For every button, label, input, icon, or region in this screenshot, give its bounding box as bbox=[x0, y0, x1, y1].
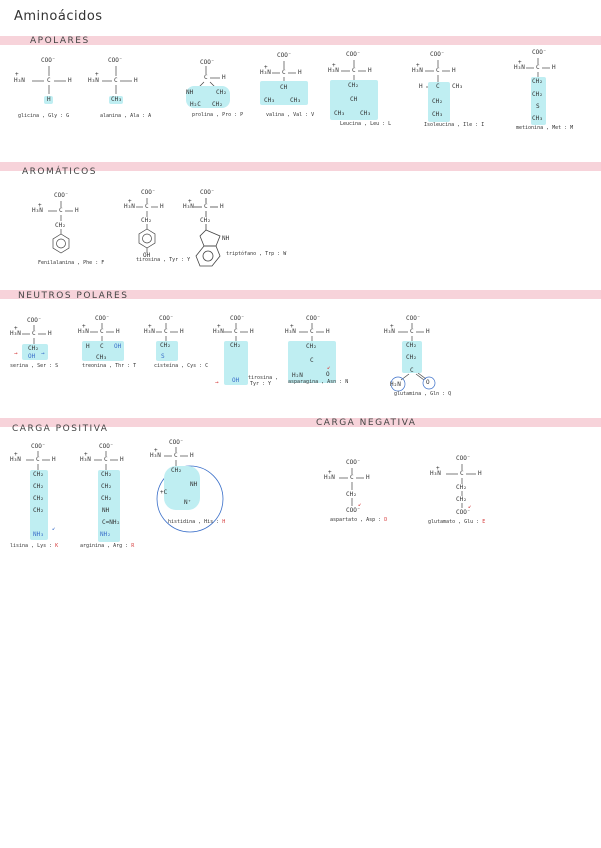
label-h: H bbox=[452, 67, 456, 74]
label-ch2: CH₂ bbox=[55, 222, 66, 229]
label-ch2: CH₂ bbox=[230, 342, 241, 349]
section-title-carga-positiva: CARGA POSITIVA bbox=[12, 424, 109, 434]
label-h: H bbox=[250, 328, 254, 335]
label-nh2: NH₂ bbox=[100, 531, 111, 538]
label-coo: COO⁻ bbox=[306, 315, 321, 322]
caption-leucine: Leucina , Leu : L bbox=[340, 121, 392, 127]
bonds bbox=[322, 460, 402, 546]
page-title: Aminoácidos bbox=[14, 9, 103, 24]
label-plus: + bbox=[188, 198, 192, 205]
caption-arginine bbox=[80, 544, 134, 549]
label-nh: NH bbox=[222, 235, 230, 242]
arrow-icon: ↙ bbox=[327, 364, 331, 371]
molecule-glutamine bbox=[384, 316, 484, 406]
label-h3n: H₃N bbox=[260, 69, 271, 76]
label-h: H bbox=[48, 330, 52, 337]
label-h: H bbox=[368, 67, 372, 74]
label-c: C bbox=[36, 456, 40, 463]
caption-tyrosine-aromatic: tirosina , Tyr : Y bbox=[136, 257, 191, 263]
caption-histidine-code: H bbox=[222, 519, 226, 525]
label-h: H bbox=[86, 343, 90, 350]
caption-glycine: glicina , Gly : G bbox=[18, 113, 70, 119]
label-c: C bbox=[352, 67, 356, 74]
label-coo: COO⁻ bbox=[200, 189, 215, 196]
label-ch2: CH₂ bbox=[406, 354, 417, 361]
label-h3n: H₃N bbox=[124, 203, 135, 210]
label-ch2: CH₂ bbox=[212, 101, 223, 108]
label-ch2: CH₂ bbox=[33, 471, 44, 478]
label-h: H bbox=[298, 69, 302, 76]
label-c: C bbox=[310, 357, 314, 364]
label-plus: + bbox=[154, 447, 158, 454]
label-h: H bbox=[220, 203, 224, 210]
arrow-icon: ↙ bbox=[358, 501, 362, 508]
molecule-histidine bbox=[150, 440, 232, 536]
label-ch2: CH₂ bbox=[33, 483, 44, 490]
label-ch2: CH₂ bbox=[348, 82, 359, 89]
label-h3n: H₃N bbox=[144, 328, 155, 335]
label-o: O bbox=[326, 371, 330, 378]
label-ch2: CH₂ bbox=[28, 345, 39, 352]
label-oh: OH bbox=[28, 353, 36, 360]
label-coo: COO⁻ bbox=[346, 459, 361, 466]
side-chain-highlight bbox=[30, 470, 48, 540]
label-ch3: CH₃ bbox=[452, 83, 463, 90]
label-plus: + bbox=[390, 323, 394, 330]
section-band-apolares bbox=[0, 36, 601, 45]
label-h: H bbox=[326, 328, 330, 335]
molecule-threonine bbox=[76, 316, 146, 376]
molecule-serine bbox=[8, 318, 74, 378]
caption-histidine-text: histidina , His : bbox=[168, 519, 223, 525]
label-h2n: H₂N bbox=[292, 372, 303, 379]
caption-methionine: metionina , Met : M bbox=[516, 125, 574, 131]
label-o: O bbox=[426, 379, 430, 386]
label-coo: COO⁻ bbox=[406, 315, 421, 322]
label-h: H bbox=[116, 328, 120, 335]
caption-tyrosine-polar-1: tirosina , bbox=[248, 375, 279, 381]
label-coo: COO⁻ bbox=[108, 57, 123, 64]
caption-lysine bbox=[10, 544, 58, 549]
label-ch2: CH₂ bbox=[456, 496, 467, 503]
label-c: C bbox=[32, 330, 36, 337]
caption-lysine-text: lisina , Lys : bbox=[10, 543, 56, 549]
label-plus: + bbox=[328, 469, 332, 476]
label-h: H bbox=[47, 96, 51, 103]
label-ch2: CH₂ bbox=[306, 343, 317, 350]
label-plus: + bbox=[95, 71, 99, 78]
label-h2n: H₂N bbox=[390, 381, 401, 388]
molecule-tyrosine-aromatic bbox=[124, 190, 190, 270]
label-ch2: CH₂ bbox=[432, 98, 443, 105]
molecule-aspartate bbox=[322, 460, 402, 546]
label-plus: + bbox=[518, 59, 522, 66]
label-plus: + bbox=[148, 323, 152, 330]
label-plus: + bbox=[332, 62, 336, 69]
label-ch3: CH₃ bbox=[290, 97, 301, 104]
label-coo: COO⁻ bbox=[54, 192, 69, 199]
molecule-asparagine bbox=[282, 316, 382, 396]
label-coo: COO⁻ bbox=[277, 52, 292, 59]
label-plus: + bbox=[290, 323, 294, 330]
label-ch3: CH₃ bbox=[264, 97, 275, 104]
label-ch2: CH₂ bbox=[141, 217, 152, 224]
label-c: C bbox=[204, 203, 208, 210]
label-h: H bbox=[426, 328, 430, 335]
label-oh: OH bbox=[143, 252, 151, 259]
label-ch2: CH₂ bbox=[101, 495, 112, 502]
label-ch2: CH₂ bbox=[532, 91, 543, 98]
label-plus: + bbox=[14, 325, 18, 332]
label-c: C bbox=[164, 328, 168, 335]
label-plus: + bbox=[217, 323, 221, 330]
label-oh: OH bbox=[232, 377, 240, 384]
caption-histidine bbox=[168, 520, 225, 525]
label-c: C bbox=[204, 74, 208, 81]
label-coo: COO⁻ bbox=[31, 443, 46, 450]
label-c: C bbox=[282, 69, 286, 76]
label-ch3: CH₃ bbox=[532, 115, 543, 122]
label-ch2: CH₂ bbox=[33, 507, 44, 514]
label-coo: COO⁻ bbox=[346, 507, 361, 514]
caption-serine: serina , Ser : S bbox=[10, 363, 59, 369]
label-plus: + bbox=[38, 202, 42, 209]
label-h: H bbox=[222, 74, 226, 81]
label-plus: + bbox=[128, 198, 132, 205]
section-title-aromaticos: AROMÁTICOS bbox=[22, 167, 97, 177]
molecule-alanine bbox=[88, 57, 162, 128]
label-nh: NH bbox=[186, 89, 194, 96]
label-h3n: H₃N bbox=[88, 77, 99, 84]
label-ch2: CH₂ bbox=[346, 491, 357, 498]
label-h: H bbox=[190, 452, 194, 459]
label-ch2: CH₂ bbox=[33, 495, 44, 502]
label-h: H bbox=[552, 64, 556, 71]
label-plus: + bbox=[416, 62, 420, 69]
label-h3n: H₃N bbox=[78, 328, 89, 335]
label-ch3: CH₃ bbox=[96, 354, 107, 361]
caption-alanine: alanina , Ala : A bbox=[100, 113, 152, 119]
molecule-lysine bbox=[8, 444, 80, 556]
label-plus: + bbox=[436, 465, 440, 472]
caption-phenylalanine: Fenilalanina , Phe : F bbox=[38, 260, 105, 266]
label-n-plus: N⁺ bbox=[184, 499, 192, 506]
label-ch2: CH₂ bbox=[406, 342, 417, 349]
caption-valine: valina , Val : V bbox=[266, 112, 315, 118]
label-h: H bbox=[68, 77, 72, 84]
label-ch3: CH₃ bbox=[334, 110, 345, 117]
caption-glutamine: glutamina , Gln : Q bbox=[394, 391, 452, 397]
label-ch2: CH₂ bbox=[171, 467, 182, 474]
label-plus: + bbox=[14, 451, 18, 458]
label-h3n: H₃N bbox=[384, 328, 395, 335]
label-h3n: H₃N bbox=[514, 64, 525, 71]
label-coo: COO⁻ bbox=[99, 443, 114, 450]
label-ch: CH bbox=[350, 96, 358, 103]
label-c: C bbox=[104, 456, 108, 463]
arrow-icon: ↙ bbox=[52, 525, 56, 532]
arrow-icon: → bbox=[41, 350, 45, 357]
label-h3n: H₃N bbox=[412, 67, 423, 74]
label-coo: COO⁻ bbox=[95, 315, 110, 322]
label-coo: COO⁻ bbox=[141, 189, 156, 196]
label-nh: NH bbox=[190, 481, 198, 488]
molecule-glycine bbox=[14, 58, 84, 128]
label-h3n: H₃N bbox=[213, 328, 224, 335]
arrow-icon: ↙ bbox=[468, 503, 472, 510]
molecule-tryptophan bbox=[182, 189, 287, 274]
arrow-icon: → bbox=[14, 350, 18, 357]
label-plus-c: +C bbox=[160, 489, 168, 496]
label-c-eq: C=NH₂ bbox=[102, 519, 121, 526]
label-h3n: H₃N bbox=[10, 330, 21, 337]
caption-arginine-text: arginina , Arg : bbox=[80, 543, 132, 549]
label-h: H bbox=[180, 328, 184, 335]
molecule-valine bbox=[258, 53, 330, 123]
label-c: C bbox=[436, 67, 440, 74]
bonds bbox=[512, 50, 588, 136]
molecule-methionine bbox=[512, 50, 588, 136]
label-coo: COO⁻ bbox=[430, 51, 445, 58]
label-coo: COO⁻ bbox=[41, 57, 56, 64]
label-h: H bbox=[419, 83, 423, 90]
caption-tyrosine-polar-2: Tyr : Y bbox=[250, 381, 272, 387]
label-plus: + bbox=[82, 323, 86, 330]
caption-threonine: treonina , Thr : T bbox=[82, 363, 137, 369]
molecule-tyrosine-polar bbox=[212, 316, 282, 396]
label-h: H bbox=[134, 77, 138, 84]
bonds bbox=[182, 190, 272, 274]
label-coo: COO⁻ bbox=[532, 49, 547, 56]
caption-glutamate bbox=[428, 520, 485, 525]
label-coo: COO⁻ bbox=[200, 59, 215, 66]
molecule-phenylalanine bbox=[30, 193, 114, 273]
label-c: C bbox=[436, 83, 440, 90]
section-title-carga-negativa: CARGA NEGATIVA bbox=[316, 418, 417, 428]
label-h3n: H₃N bbox=[183, 203, 194, 210]
label-ch3: CH₃ bbox=[432, 111, 443, 118]
molecule-isoleucine bbox=[410, 52, 486, 132]
label-coo: COO⁻ bbox=[169, 439, 184, 446]
molecule-leucine bbox=[326, 52, 398, 130]
label-h: H bbox=[75, 207, 79, 214]
label-c: C bbox=[460, 470, 464, 477]
caption-tryptophan: triptófano , Trp : W bbox=[226, 251, 287, 257]
caption-asparagine: asparagina , Asn : N bbox=[288, 379, 349, 385]
label-s: S bbox=[536, 103, 540, 110]
label-ch: CH bbox=[280, 84, 288, 91]
molecule-arginine bbox=[80, 444, 150, 556]
label-coo: COO⁻ bbox=[456, 455, 471, 462]
label-ch2: CH₂ bbox=[200, 217, 211, 224]
label-oh: OH bbox=[114, 343, 122, 350]
label-ch3: CH₃ bbox=[360, 110, 371, 117]
label-ch3: CH₃ bbox=[111, 96, 122, 103]
label-ch2: CH₂ bbox=[456, 484, 467, 491]
label-h: H bbox=[160, 203, 164, 210]
caption-aspartate-text: aspartato , Asp : bbox=[330, 517, 385, 523]
arrow-icon: → bbox=[215, 379, 219, 386]
label-coo: COO⁻ bbox=[27, 317, 42, 324]
label-plus: + bbox=[15, 71, 19, 78]
label-h3n: H₃N bbox=[328, 67, 339, 74]
label-h3n: H₃N bbox=[14, 77, 25, 84]
label-s: S bbox=[161, 353, 165, 360]
label-c: C bbox=[410, 367, 414, 374]
label-c: C bbox=[310, 328, 314, 335]
label-h: H bbox=[478, 470, 482, 477]
label-h: H bbox=[52, 456, 56, 463]
label-h3n: H₃N bbox=[285, 328, 296, 335]
label-c: C bbox=[100, 328, 104, 335]
label-ch2: CH₂ bbox=[101, 471, 112, 478]
label-h3n: H₃N bbox=[430, 470, 441, 477]
section-title-apolares: APOLARES bbox=[30, 36, 90, 46]
label-h3n: H₃N bbox=[150, 452, 161, 459]
caption-proline: prolina , Pro : P bbox=[192, 112, 244, 118]
label-c: C bbox=[100, 343, 104, 350]
label-c: C bbox=[350, 474, 354, 481]
label-ch2: CH₂ bbox=[216, 89, 227, 96]
label-c: C bbox=[47, 77, 51, 84]
label-c: C bbox=[145, 203, 149, 210]
label-h3n: H₃N bbox=[324, 474, 335, 481]
label-plus: + bbox=[84, 451, 88, 458]
label-h: H bbox=[120, 456, 124, 463]
label-c: C bbox=[59, 207, 63, 214]
molecule-cysteine bbox=[146, 316, 212, 376]
label-h3n: H₃N bbox=[80, 456, 91, 463]
caption-aspartate-code: D bbox=[384, 517, 388, 523]
label-h3n: H₃N bbox=[32, 207, 43, 214]
label-coo: COO⁻ bbox=[230, 315, 245, 322]
label-h: H bbox=[366, 474, 370, 481]
molecule-proline bbox=[180, 60, 255, 130]
label-ch2: CH₂ bbox=[160, 342, 171, 349]
caption-glutamate-code: E bbox=[482, 519, 486, 525]
label-nh3: NH₃ bbox=[33, 531, 44, 538]
caption-glutamate-text: glutamato , Glu : bbox=[428, 519, 483, 525]
caption-lysine-code: K bbox=[55, 543, 59, 549]
label-c: C bbox=[174, 452, 178, 459]
label-ch2: CH₂ bbox=[101, 483, 112, 490]
label-c: C bbox=[114, 77, 118, 84]
caption-arginine-code: R bbox=[131, 543, 135, 549]
label-coo: COO⁻ bbox=[456, 509, 471, 516]
side-chain-highlight bbox=[164, 466, 200, 510]
caption-cysteine: cisteína , Cys : C bbox=[154, 363, 209, 369]
label-coo: COO⁻ bbox=[346, 51, 361, 58]
label-ch2: CH₂ bbox=[532, 78, 543, 85]
molecule-glutamate bbox=[424, 456, 514, 546]
section-title-neutros: NEUTROS POLARES bbox=[18, 291, 129, 301]
label-h3n: H₃N bbox=[10, 456, 21, 463]
label-c: C bbox=[234, 328, 238, 335]
label-coo: COO⁻ bbox=[159, 315, 174, 322]
label-nh: NH bbox=[102, 507, 110, 514]
label-c: C bbox=[410, 328, 414, 335]
label-c: C bbox=[536, 64, 540, 71]
label-h2c: H₂C bbox=[190, 101, 201, 108]
caption-isoleucine: Isoleucina , Ile : I bbox=[424, 122, 485, 128]
label-plus: + bbox=[264, 64, 268, 71]
caption-aspartate bbox=[330, 518, 387, 523]
